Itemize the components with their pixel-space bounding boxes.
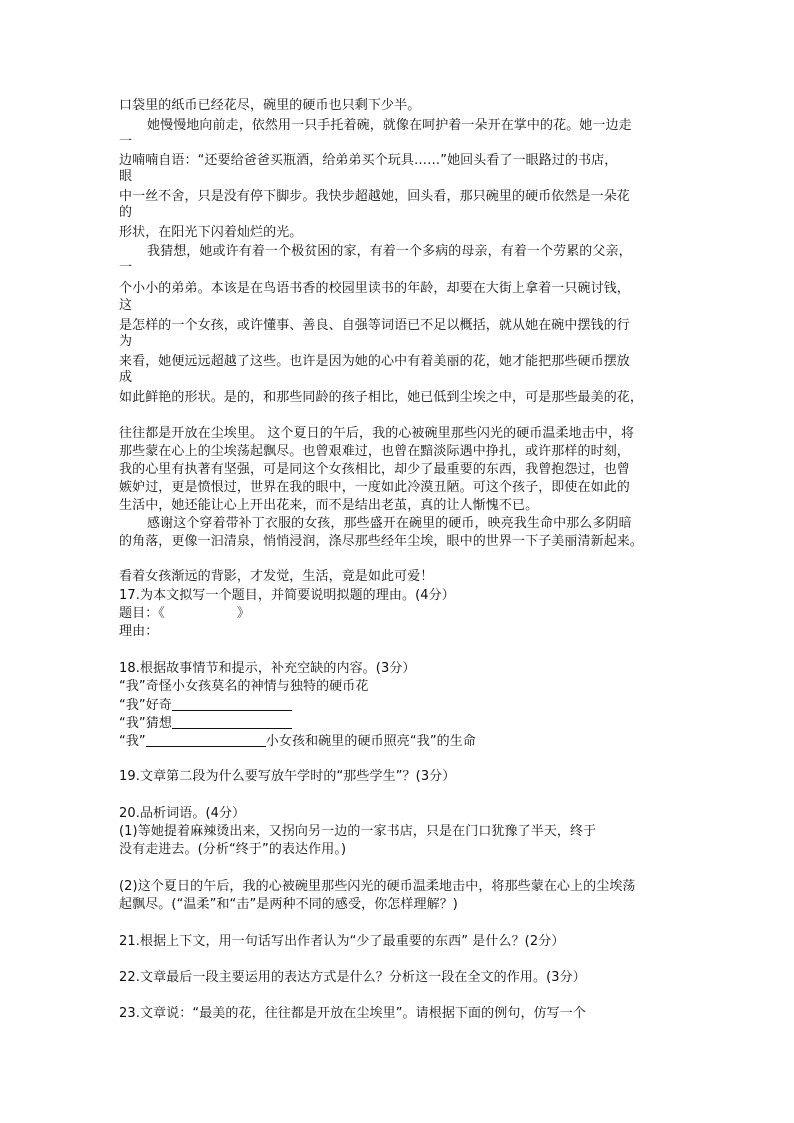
question-17: 17.为本文拟写一个题目，并简要说明拟题的理由。(4分）	[119, 588, 455, 603]
q20-part-2b: 起飘尽。(“温柔”和“击”是两种不同的感受，你怎样理解？)	[119, 897, 458, 912]
passage-line: 感谢这个穿着带补丁衣服的女孩，那些盛开在碗里的硬币，映亮我生命中那么多阴暗	[147, 516, 632, 531]
q18-blank-3[interactable]	[146, 732, 266, 747]
q18-line-2	[119, 696, 679, 714]
passage-line: 形状，在阳光下闪着灿烂的光。	[119, 225, 303, 240]
passage-line: 个小小的弟弟。本该是在鸟语书香的校园里读书的年龄，却要在大街上拿着一只碗讨钱，	[119, 281, 630, 296]
passage-line: 看着女孩渐远的背影，才发觉，生活，竟是如此可爱！	[119, 569, 434, 584]
q18-line-3-text: “我”猜想	[119, 716, 172, 731]
q18-blank-2[interactable]	[172, 714, 292, 729]
passage-line: 我的心里有执著有坚强，可是同这个女孩相比，却少了最重要的东西，我曾抱怨过，也曾	[119, 462, 630, 477]
passage-line: 那些蒙在心上的尘埃荡起飘尽。也曾艰难过，也曾在黯淡际遇中挣扎，或许那样的时刻，	[119, 444, 630, 459]
q17-title-label: 题目：《	[119, 606, 165, 621]
q20-part-2a: (2)这个夏日的午后，我的心被碗里那些闪光的硬币温柔地击中，将那些蒙在心上的尘埃荡	[119, 879, 636, 894]
passage-line: 生活中，她还能让心上开出花来，而不是结出老茧，真的让人惭愧不已。	[119, 498, 539, 513]
q18-line-4	[119, 732, 679, 750]
passage-line-wrap: 的	[119, 205, 133, 220]
passage-line-wrap: 为	[119, 334, 133, 349]
passage-line: 她慢慢地向前走，依然用一只手托着碗，就像在呵护着一朵开在掌中的花。她一边走	[147, 118, 632, 133]
passage-line: 往往都是开放在尘埃里。 这个夏日的午后，我的心被碗里那些闪光的硬币温柔地击中，将	[119, 426, 635, 441]
passage-line-wrap: 成	[119, 370, 133, 385]
passage-line: 嫉妒过，更是愤恨过，世界在我的眼中，一度如此冷漠丑陋。可这个孩子，即使在如此的	[119, 480, 630, 495]
question-22: 22.文章最后一段主要运用的表达方式是什么？分析这一段在全文的作用。(3分）	[119, 970, 586, 985]
q17-title-line	[119, 605, 679, 622]
passage-line-wrap: 一	[119, 134, 133, 149]
passage-line-wrap: 眼	[119, 169, 133, 184]
passage-line: 口袋里的纸币已经花尽，碗里的硬币也只剩下少半。	[119, 98, 421, 113]
question-19: 19.文章第二段为什么要写放午学时的“那些学生”？(3分）	[119, 769, 456, 784]
passage-line: 来看，她便远远超越了这些。也许是因为她的心中有着美丽的花，她才能把那些硬币摆放	[119, 354, 630, 369]
q17-reason-label: 理由：	[119, 624, 159, 639]
passage-line: 我猜想，她或许有着一个极贫困的家，有着一个多病的母亲，有着一个劳累的父亲，	[147, 244, 632, 259]
q18-line-4-post: 小女孩和碗里的硬币照亮“我”的生命	[265, 734, 476, 749]
q17-title-close: 》	[236, 606, 251, 621]
q18-blank-1[interactable]	[172, 696, 292, 711]
passage-line: 是怎样的一个女孩，或许懂事、善良、自强等词语已不足以概括，就从她在碗中摆钱的行	[119, 318, 630, 333]
q18-line-1: “我”奇怪小女孩莫名的神情与独特的硬币花	[119, 679, 369, 694]
passage-line-wrap: 一	[119, 260, 133, 275]
q18-line-4-pre: “我”	[119, 734, 146, 749]
passage-line: 如此鲜艳的形状。是的，和那些同龄的孩子相比，她已低到尘埃之中，可是那些最美的花，	[119, 390, 644, 405]
question-20: 20.品析词语。(4分）	[119, 806, 246, 821]
q20-part-1b: 没有走进去。(分析“终于”的表达作用。)	[119, 842, 347, 857]
q18-line-2-text: “我”好奇	[119, 698, 172, 713]
passage-line-wrap: 这	[119, 298, 133, 313]
passage-line: 边喃喃自语：“还要给爸爸买瓶酒，给弟弟买个玩具……”她回头看了一眼路过的书店，	[119, 153, 618, 168]
question-21: 21.根据上下文，用一句话写出作者认为“少了最重要的东西” 是什么？(2分）	[119, 934, 565, 949]
question-23: 23.文章说：“最美的花，往往都是开放在尘埃里”。请根据下面的例句，仿写一个	[119, 1006, 586, 1021]
question-18: 18.根据故事情节和提示，补充空缺的内容。(3分）	[119, 661, 416, 676]
q20-part-1a: (1)等她提着麻辣烫出来，又拐向另一边的一家书店，只是在门口犹豫了半天，终于	[119, 824, 597, 839]
passage-line: 中一丝不舍，只是没有停下脚步。我快步超越她，回头看，那只碗里的硬币依然是一朵花	[119, 189, 630, 204]
q18-line-3	[119, 714, 679, 732]
passage-line: 的角落，更像一汩清泉，悄悄浸润，涤尽那些经年尘埃，眼中的世界一下子美丽清新起来。	[119, 534, 644, 549]
